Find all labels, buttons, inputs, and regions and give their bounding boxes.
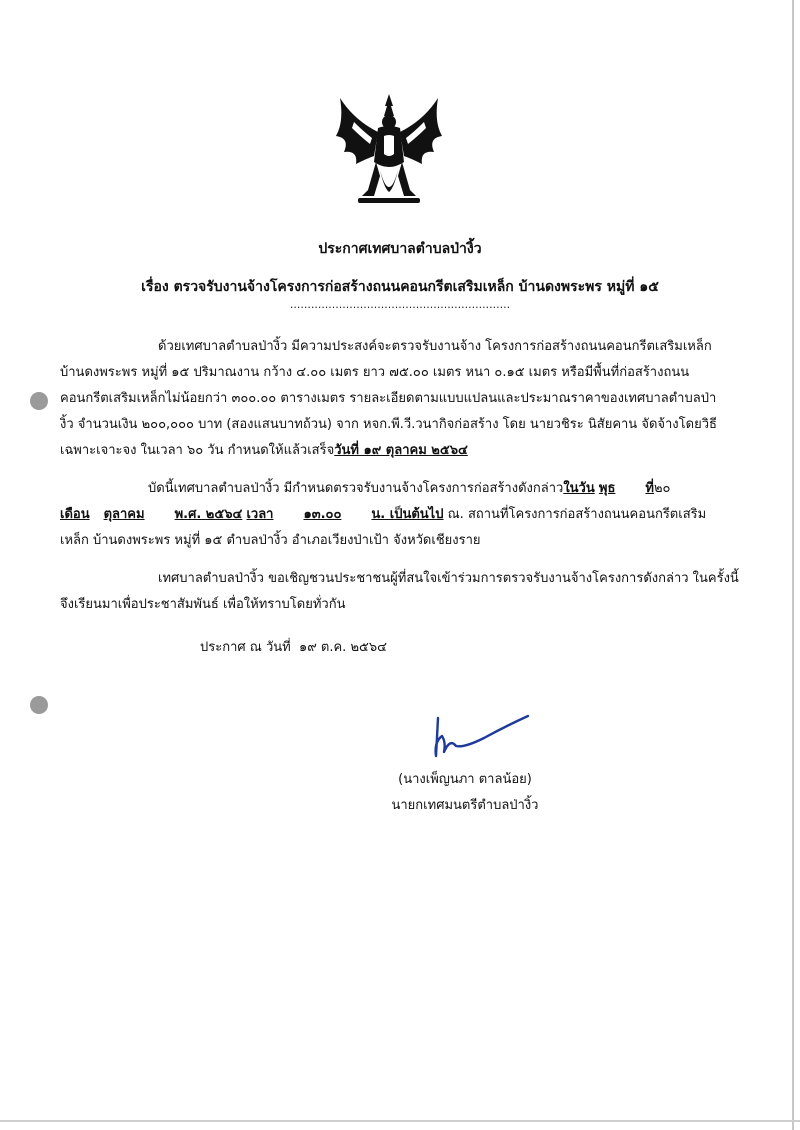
announcement-subject: เรื่อง ตรวจรับงานจ้างโครงการก่อสร้างถนนคอนกรีตเสริมเหล็ก บ้านดงพระพร หมู่ที่ ๑๕ <box>141 279 659 295</box>
paragraph-1-line-1: ด้วยเทศบาลตำบลป่างิ้ว มีความประสงค์จะตรวจรับงานจ้าง โครงการก่อสร้างถนนคอนกรีตเสริมเหล็ก <box>158 339 712 354</box>
paragraph-3-line-2: จึงเรียนมาเพื่อประชาสัมพันธ์ เพื่อให้ทราบโดยทั่วกัน <box>60 597 346 612</box>
completion-date: วันที่ ๑๙ ตุลาคม ๒๕๖๔ <box>334 443 468 458</box>
signatory-position: นายกเทศมนตรีตำบลป่างิ้ว <box>391 798 539 813</box>
paragraph-3-line-1: เทศบาลตำบลป่างิ้ว ขอเชิญชวนประชาชนผู้ที่สนใจเข้าร่วมการตรวจรับงานจ้างโครงการดังกล่าว ในครั้งนี้ <box>158 571 739 586</box>
announce-label: ประกาศ ณ วันที่ <box>200 640 291 655</box>
paragraph-1 <box>60 334 750 464</box>
signatory-name: (นางเพ็ญนภา ตาลน้อย) <box>398 772 532 787</box>
paragraph-2-line-1 <box>60 476 750 502</box>
signature-mark <box>424 712 534 762</box>
paragraph-1-line-3: คอนกรีตเสริมเหล็กไม่น้อยกว่า ๓๐๐.๐๐ ตารางเมตร รายละเอียดตามแบบแปลนและประมาณราคาของเทศบาลตำบลป่า <box>60 391 717 406</box>
day-label: ที่ <box>645 481 654 496</box>
day-value: ๒๐ <box>653 481 671 496</box>
onward-text: น. เป็นต้นไป <box>371 507 444 522</box>
month-label: เดือน <box>60 507 90 522</box>
weekday-value: พุธ <box>598 481 616 496</box>
weekday-label: ในวัน <box>563 481 595 496</box>
month-value: ตุลาคม <box>103 507 145 522</box>
punch-hole <box>30 392 48 410</box>
scan-edge <box>792 0 794 1130</box>
announce-date: ๑๙ ต.ค. ๒๕๖๔ <box>299 640 387 655</box>
scan-edge <box>0 1120 800 1122</box>
paragraph-1-line-2: บ้านดงพระพร หมู่ที่ ๑๕ ปริมาณงาน กว้าง ๔.๐๐ เมตร ยาว ๗๕.๐๐ เมตร หนา ๐.๑๕ เมตร หรือมีพื้นที่ก่อสร้างถนน <box>60 365 690 380</box>
paragraph-1-line-4: งิ้ว จำนวนเงิน ๒๐๐,๐๐๐ บาท (สองแสนบาทถ้วน) จาก หจก.พี.วี.วนากิจก่อสร้าง โดย นายวชิระ นิสัยคาน จัดจ้างโดยวิธี <box>60 417 717 432</box>
paragraph-3 <box>60 566 750 618</box>
punch-hole <box>30 696 48 714</box>
garuda-emblem-icon <box>334 92 444 212</box>
separator-line: ............................................................... <box>289 298 511 311</box>
paragraph-2 <box>60 476 750 554</box>
time-value: ๑๓.๐๐ <box>303 507 342 522</box>
completion-text: เฉพาะเจาะจง ในเวลา ๖๐ วัน กำหนดให้แล้วเสร็จ <box>60 443 335 458</box>
announcement-date-line <box>200 636 387 657</box>
year-value: พ.ศ. ๒๕๖๔ <box>174 507 243 522</box>
announcement-title: ประกาศเทศบาลตำบลป่างิ้ว <box>318 241 482 257</box>
inspection-intro: บัดนี้เทศบาลตำบลป่างิ้ว มีกำหนดตรวจรับงานจ้างโครงการก่อสร้างดังกล่าว <box>148 481 564 496</box>
paragraph-2-line-3: เหล็ก บ้านดงพระพร หมู่ที่ ๑๕ ตำบลป่างิ้ว อำเภอเวียงป่าเป้า จังหวัดเชียงราย <box>60 533 481 548</box>
time-label: เวลา <box>246 507 274 522</box>
paragraph-2-line-2 <box>60 502 750 528</box>
paragraph-1-line-5 <box>60 438 750 464</box>
place-text: ณ. สถานที่โครงการก่อสร้างถนนคอนกรีตเสริม <box>447 507 707 522</box>
